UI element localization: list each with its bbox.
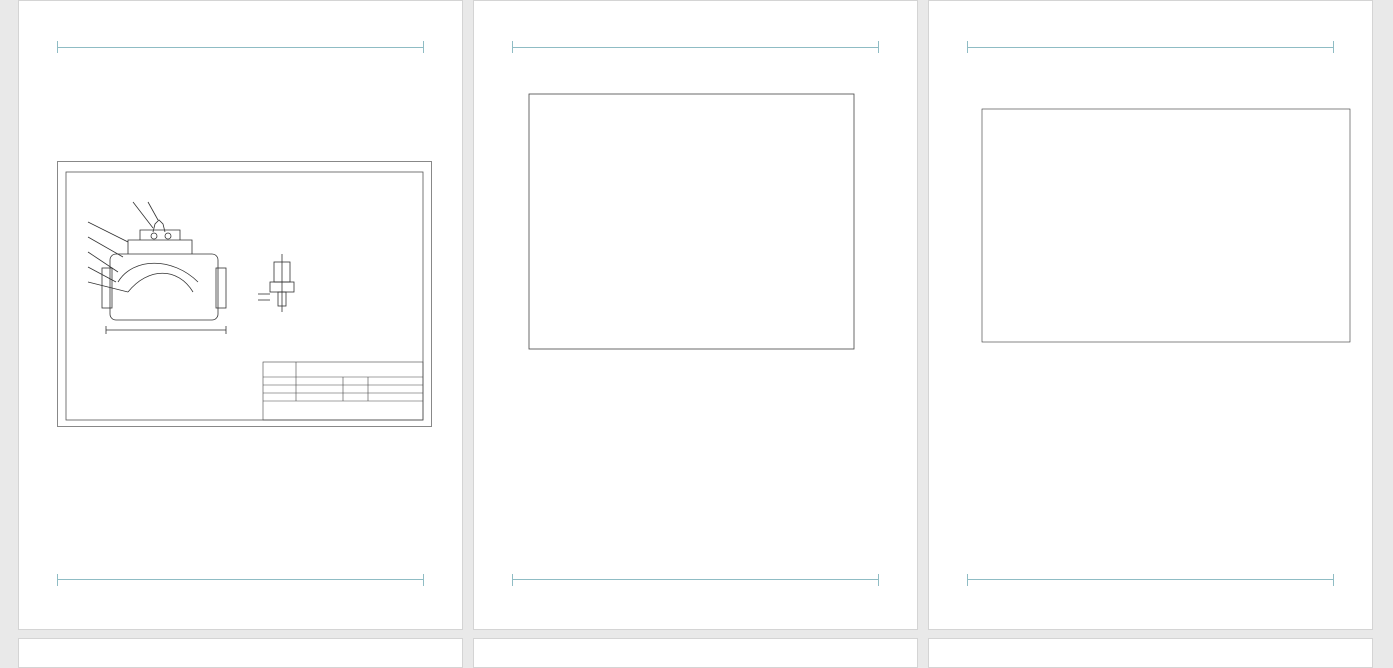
whole-machine-record — [981, 73, 1351, 345]
footer-rule — [967, 579, 1334, 580]
header-rule — [57, 47, 424, 48]
valve-drawing — [57, 161, 432, 427]
page-header — [19, 1, 462, 61]
next-page-stub[interactable] — [473, 638, 918, 668]
footer-rule — [512, 579, 879, 580]
company-logo — [66, 15, 146, 51]
footer-rule-tick — [967, 574, 968, 586]
next-page-stub[interactable] — [928, 638, 1373, 668]
company-logo — [521, 15, 601, 51]
document-page[interactable] — [473, 0, 918, 630]
footer-rule-tick — [1333, 574, 1334, 586]
header-rule-tick — [423, 41, 424, 53]
footer-rule-tick — [423, 574, 424, 586]
company-logo — [976, 15, 1056, 51]
header-rule-tick — [512, 41, 513, 53]
valve-sketch — [88, 202, 226, 334]
next-page-stub[interactable] — [18, 638, 463, 668]
footer-rule-tick — [878, 574, 879, 586]
footer-rule-tick — [57, 574, 58, 586]
header-rule-tick — [967, 41, 968, 53]
document-page[interactable] — [18, 0, 463, 630]
header-rule-tick — [57, 41, 58, 53]
page-header — [474, 1, 917, 61]
header-rule-tick — [878, 41, 879, 53]
header-rule-tick — [1333, 41, 1334, 53]
title-block — [263, 362, 423, 420]
drawing-border — [66, 172, 423, 420]
document-page[interactable] — [928, 0, 1373, 630]
record-svg — [981, 73, 1351, 345]
header-rule — [967, 47, 1334, 48]
page-header — [929, 1, 1372, 61]
drawing-svg — [58, 162, 431, 426]
header-rule — [512, 47, 879, 48]
section-sketch — [258, 254, 294, 312]
visual-inspection-record — [512, 86, 874, 361]
inspection-svg — [512, 86, 874, 361]
footer-rule — [57, 579, 424, 580]
footer-rule-tick — [512, 574, 513, 586]
